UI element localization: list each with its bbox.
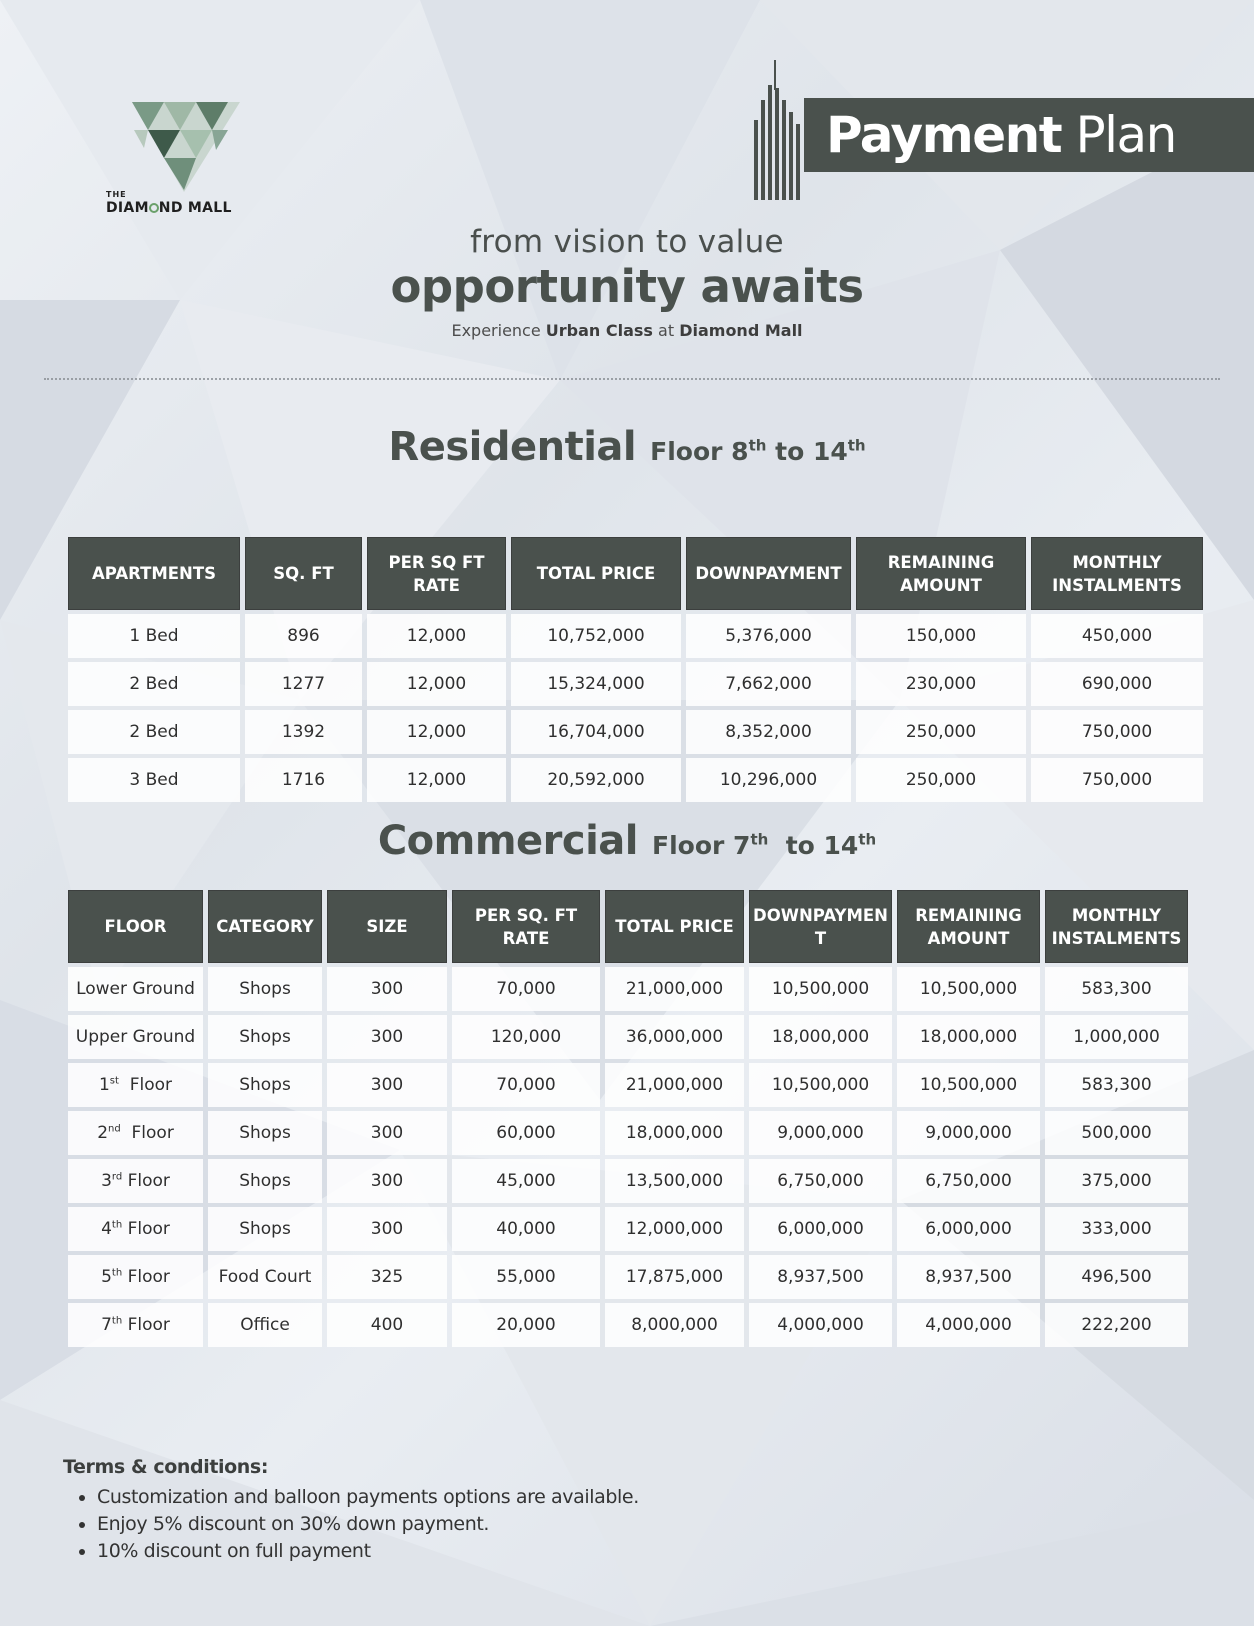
floor-cell: Upper Ground xyxy=(68,1015,203,1059)
table-row xyxy=(68,758,1203,802)
table-cell: 300 xyxy=(327,1063,447,1107)
table-cell: 55,000 xyxy=(452,1255,600,1299)
table-cell: Shops xyxy=(208,1207,322,1251)
table-cell: 10,752,000 xyxy=(511,614,681,658)
floor-cell: 1st Floor xyxy=(68,1063,203,1107)
table-cell: 17,875,000 xyxy=(605,1255,744,1299)
residential-title: Residential Floor 8th to 14th xyxy=(388,424,866,470)
column-header: REMAINING AMOUNT xyxy=(856,537,1026,610)
table-cell: 40,000 xyxy=(452,1207,600,1251)
column-header: TOTAL PRICE xyxy=(605,890,744,963)
floor-cell: 2nd Floor xyxy=(68,1111,203,1155)
table-cell: 500,000 xyxy=(1045,1111,1188,1155)
table-row xyxy=(68,1207,1188,1251)
column-header: DOWNPAYMEN T xyxy=(749,890,892,963)
table-cell: 375,000 xyxy=(1045,1159,1188,1203)
table-cell: 230,000 xyxy=(856,662,1026,706)
column-header: PER SQ. FT RATE xyxy=(452,890,600,963)
terms-section xyxy=(63,1456,639,1565)
table-cell: 21,000,000 xyxy=(605,967,744,1011)
table-cell: 400 xyxy=(327,1303,447,1347)
table-cell: 9,000,000 xyxy=(897,1111,1040,1155)
table-cell: 3 Bed xyxy=(68,758,240,802)
table-cell: 2 Bed xyxy=(68,710,240,754)
table-cell: 6,750,000 xyxy=(897,1159,1040,1203)
column-header: PER SQ FT RATE xyxy=(367,537,506,610)
logo-diamond-o-icon xyxy=(149,203,159,213)
table-cell: 45,000 xyxy=(452,1159,600,1203)
table-cell: 300 xyxy=(327,967,447,1011)
table-cell: 7,662,000 xyxy=(686,662,851,706)
table-cell: 300 xyxy=(327,1207,447,1251)
table-row xyxy=(68,662,1203,706)
column-header: CATEGORY xyxy=(208,890,322,963)
tagline-subtext: Experience Urban Class at Diamond Mall xyxy=(451,321,803,340)
table-cell: 325 xyxy=(327,1255,447,1299)
table-header-row xyxy=(68,537,1203,610)
floor-cell: 4th Floor xyxy=(68,1207,203,1251)
column-header: APARTMENTS xyxy=(68,537,240,610)
table-cell: 1 Bed xyxy=(68,614,240,658)
diamond-logo-icon xyxy=(124,100,240,192)
table-row xyxy=(68,1255,1188,1299)
table-cell: 120,000 xyxy=(452,1015,600,1059)
table-cell: 21,000,000 xyxy=(605,1063,744,1107)
table-cell: 8,000,000 xyxy=(605,1303,744,1347)
table-cell: 6,000,000 xyxy=(749,1207,892,1251)
table-row xyxy=(68,1063,1188,1107)
table-cell: 18,000,000 xyxy=(605,1111,744,1155)
table-cell: 60,000 xyxy=(452,1111,600,1155)
column-header: MONTHLY INSTALMENTS xyxy=(1031,537,1203,610)
table-cell: 20,592,000 xyxy=(511,758,681,802)
column-header: MONTHLY INSTALMENTS xyxy=(1045,890,1188,963)
table-cell: 8,937,500 xyxy=(897,1255,1040,1299)
tagline-line1: from vision to value xyxy=(470,224,784,260)
page-title: Payment Plan xyxy=(826,106,1176,164)
logo xyxy=(104,100,244,220)
table-header-row xyxy=(68,890,1188,963)
floor-cell: Lower Ground xyxy=(68,967,203,1011)
table-cell: Shops xyxy=(208,1159,322,1203)
table-cell: 70,000 xyxy=(452,1063,600,1107)
column-header: REMAINING AMOUNT xyxy=(897,890,1040,963)
table-cell: 10,500,000 xyxy=(897,1063,1040,1107)
building-icon xyxy=(754,60,804,200)
table-cell: 12,000 xyxy=(367,710,506,754)
table-cell: 13,500,000 xyxy=(605,1159,744,1203)
table-cell: 10,296,000 xyxy=(686,758,851,802)
table-cell: 12,000,000 xyxy=(605,1207,744,1251)
table-row xyxy=(68,967,1188,1011)
table-cell: 15,324,000 xyxy=(511,662,681,706)
table-cell: 8,352,000 xyxy=(686,710,851,754)
table-row xyxy=(68,1015,1188,1059)
table-cell: 1277 xyxy=(245,662,362,706)
table-cell: 222,200 xyxy=(1045,1303,1188,1347)
floor-cell: 5th Floor xyxy=(68,1255,203,1299)
terms-list xyxy=(63,1484,639,1565)
table-cell: 1,000,000 xyxy=(1045,1015,1188,1059)
column-header: SIZE xyxy=(327,890,447,963)
table-cell: 8,937,500 xyxy=(749,1255,892,1299)
table-cell: 18,000,000 xyxy=(749,1015,892,1059)
table-cell: 583,300 xyxy=(1045,1063,1188,1107)
column-header: FLOOR xyxy=(68,890,203,963)
table-cell: Shops xyxy=(208,1063,322,1107)
logo-name: DIAM ND MALL xyxy=(106,200,232,216)
column-header: TOTAL PRICE xyxy=(511,537,681,610)
list-item: • Enjoy 5% discount on 30% down payment. xyxy=(97,1511,639,1538)
table-cell: Shops xyxy=(208,967,322,1011)
payment-plan-banner xyxy=(804,98,1254,172)
table-cell: 300 xyxy=(327,1015,447,1059)
table-cell: 70,000 xyxy=(452,967,600,1011)
table-cell: 750,000 xyxy=(1031,758,1203,802)
table-cell: 583,300 xyxy=(1045,967,1188,1011)
table-cell: 10,500,000 xyxy=(897,967,1040,1011)
table-cell: 10,500,000 xyxy=(749,967,892,1011)
table-cell: 6,750,000 xyxy=(749,1159,892,1203)
table-cell: 12,000 xyxy=(367,614,506,658)
residential-table xyxy=(63,533,1208,806)
table-cell: 4,000,000 xyxy=(749,1303,892,1347)
commercial-title: Commercial Floor 7th to 14th xyxy=(377,818,877,864)
table-cell: 6,000,000 xyxy=(897,1207,1040,1251)
tagline-headline: opportunity awaits xyxy=(390,260,864,313)
table-cell: 150,000 xyxy=(856,614,1026,658)
table-cell: 333,000 xyxy=(1045,1207,1188,1251)
table-cell: 5,376,000 xyxy=(686,614,851,658)
logo-prefix: THE xyxy=(106,190,127,199)
divider xyxy=(44,378,1220,380)
list-item: • Customization and balloon payments options are available. xyxy=(97,1484,639,1511)
table-cell: 12,000 xyxy=(367,758,506,802)
table-cell: 12,000 xyxy=(367,662,506,706)
table-cell: 10,500,000 xyxy=(749,1063,892,1107)
table-cell: 1392 xyxy=(245,710,362,754)
commercial-table xyxy=(63,886,1193,1351)
table-cell: Shops xyxy=(208,1111,322,1155)
table-cell: 4,000,000 xyxy=(897,1303,1040,1347)
table-cell: 496,500 xyxy=(1045,1255,1188,1299)
column-header: DOWNPAYMENT xyxy=(686,537,851,610)
table-cell: 2 Bed xyxy=(68,662,240,706)
table-cell: 690,000 xyxy=(1031,662,1203,706)
table-row xyxy=(68,1159,1188,1203)
terms-title: Terms & conditions: xyxy=(63,1456,269,1478)
table-cell: 1716 xyxy=(245,758,362,802)
table-cell: 250,000 xyxy=(856,758,1026,802)
floor-cell: 7th Floor xyxy=(68,1303,203,1347)
table-row xyxy=(68,614,1203,658)
table-row xyxy=(68,1303,1188,1347)
table-row xyxy=(68,1111,1188,1155)
table-row xyxy=(68,710,1203,754)
table-cell: 300 xyxy=(327,1159,447,1203)
table-cell: Food Court xyxy=(208,1255,322,1299)
table-cell: Shops xyxy=(208,1015,322,1059)
table-cell: 450,000 xyxy=(1031,614,1203,658)
table-cell: 20,000 xyxy=(452,1303,600,1347)
table-cell: 300 xyxy=(327,1111,447,1155)
table-cell: 36,000,000 xyxy=(605,1015,744,1059)
table-cell: 250,000 xyxy=(856,710,1026,754)
table-cell: Office xyxy=(208,1303,322,1347)
floor-cell: 3rd Floor xyxy=(68,1159,203,1203)
table-cell: 896 xyxy=(245,614,362,658)
table-cell: 9,000,000 xyxy=(749,1111,892,1155)
list-item: • 10% discount on full payment xyxy=(97,1538,639,1565)
table-cell: 18,000,000 xyxy=(897,1015,1040,1059)
table-cell: 16,704,000 xyxy=(511,710,681,754)
table-cell: 750,000 xyxy=(1031,710,1203,754)
column-header: SQ. FT xyxy=(245,537,362,610)
